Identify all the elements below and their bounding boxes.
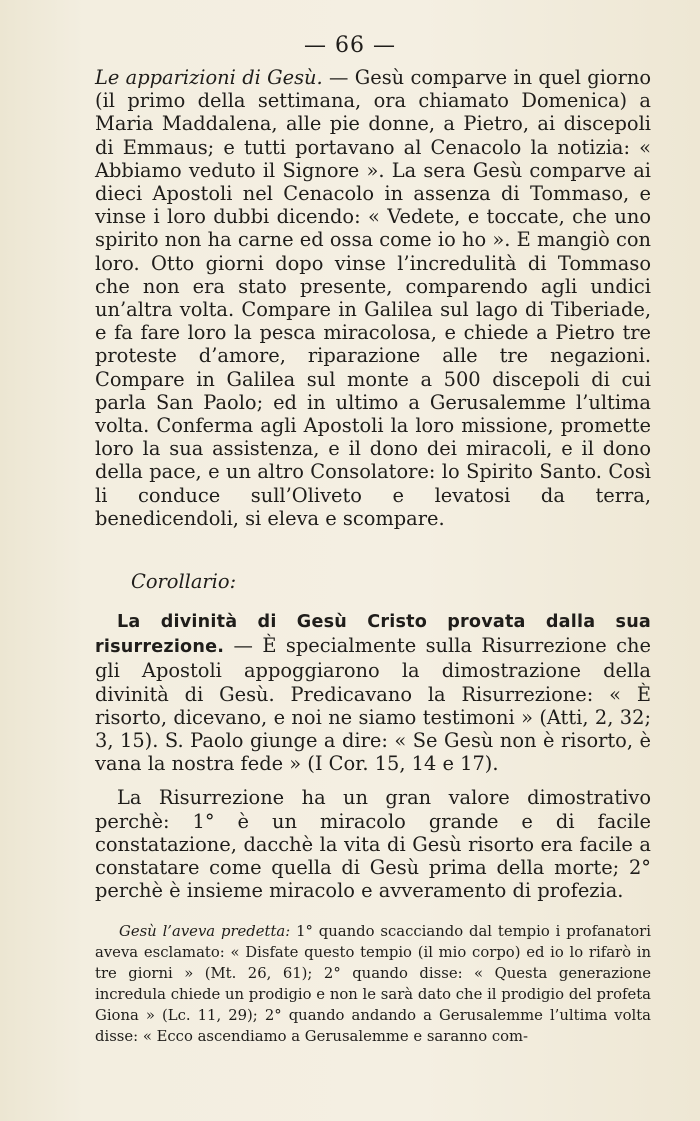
apparitions-paragraph bbox=[95, 66, 651, 530]
footnote-body: 1° quando scacciando dal tempio i profanatori aveva esclamato: « Disfate questo tempio (il mio corpo) ed io lo rifarò in tre giorni » (Mt. 26, 61); 2° quando disse: « Questa generazione incredula chiede un prodigio e non le sarà dato che il prodigio del profeta Giona » (Lc. 11, 29); 2° quando andando a Gerusalemme l’ultima volta disse: « Ecco ascendiamo a Gerusalemme e saranno com- bbox=[95, 922, 651, 1045]
page-content bbox=[95, 66, 651, 1061]
page-number: — 66 — bbox=[304, 33, 396, 58]
resurrection-value-text: La Risurrezione ha un gran valore dimostrativo perchè: 1° è un miracolo grande e di facile constatazione, dacchè la vita di Gesù risorto era facile a constatare come quella di Gesù prima della morte; 2° perchè è insieme miracolo e avveramento di profezia. bbox=[95, 786, 651, 903]
apparitions-body: — Gesù comparve in quel giorno (il primo della settimana, ora chiamato Domenica) a Maria Maddalena, alle pie donne, a Pietro, ai discepoli di Emmaus; e tutti portavano al Cenacolo la notizia: « Abbiamo veduto il Signore ». La sera Gesù comparve ai dieci Apostoli nel Cenacolo in assenza di Tommaso, e vinse i loro dubbi dicendo: « Vedete, e toccate, che uno spirito non ha carne ed ossa come io ho ». E mangiò con loro. Otto giorni dopo vinse l’incredulità di Tommaso che non era stato presente, comparendo agli undici un’altra volta. Compare in Galilea sul lago di Tiberiade, e fa fare loro la pesca miracolosa, e chiede a Pietro tre proteste d’amore, riparazione alle tre negazioni. Compare in Galilea sul monte a 500 discepoli di cui parla San Paolo; ed in ultimo a Gerusalemme l’ultima volta. Conferma agli Apostoli la loro missione, promette loro la sua assistenza, e il dono dei miracoli, e il dono della pace, e un altro Consolatore: lo Spirito Santo. Così li conduce sull’Oliveto e levatosi da terra, benedicendoli, si eleva e scompare. bbox=[95, 66, 651, 530]
footnote bbox=[95, 921, 651, 1047]
corollary-paragraph bbox=[95, 609, 651, 775]
resurrection-value-paragraph bbox=[95, 786, 651, 902]
apparitions-title: Le apparizioni di Gesù. bbox=[95, 66, 323, 89]
footnote-lead: Gesù l’aveva predetta: bbox=[119, 922, 291, 940]
corollary-body: — È specialmente sulla Risurrezione che gli Apostoli appoggiarono la dimostrazione della divinità di Gesù. Predicavano la Risurrezione: « È risorto, dicevano, e noi ne siamo testimoni » (Atti, 2, 32; 3, 15). S. Paolo giunge a dire: « Se Gesù non è risorto, è vana la nostra fede » (I Cor. 15, 14 e 17). bbox=[95, 634, 651, 776]
corollary-heading: Corollario: bbox=[131, 570, 237, 594]
corollary-lead: La divinità di Gesù Cristo provata dalla sua risurrezione. bbox=[95, 612, 651, 658]
